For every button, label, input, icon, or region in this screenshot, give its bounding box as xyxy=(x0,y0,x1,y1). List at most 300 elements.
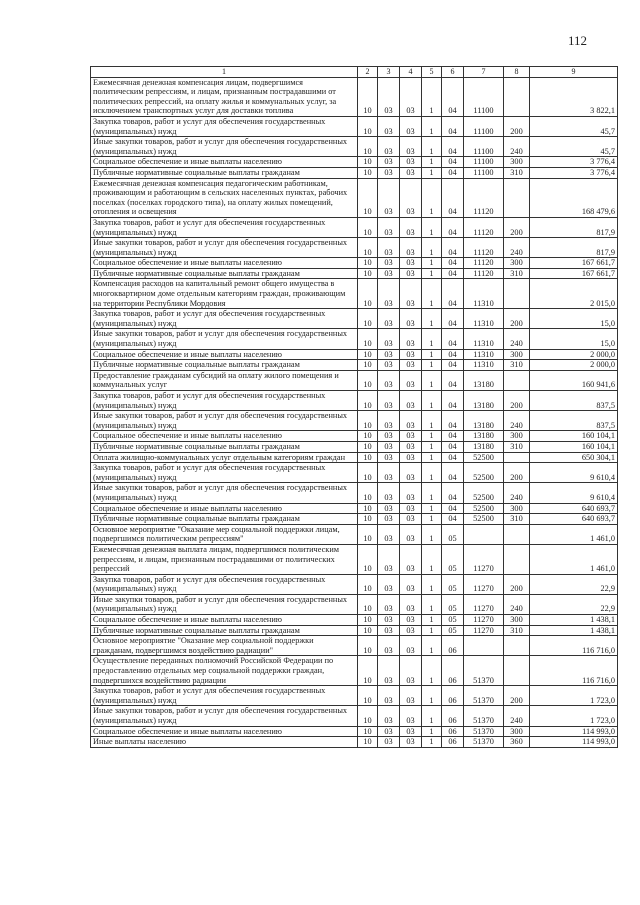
row-name-cell: Закупка товаров, работ и услуг для обеспечения государственных (муниципальных) нужд xyxy=(91,391,358,411)
row-program-cell: 03 xyxy=(400,238,422,258)
row-type-cell: 240 xyxy=(504,411,530,431)
row-target-cell: 11310 xyxy=(464,349,504,360)
row-amount-cell: 15,0 xyxy=(530,309,618,329)
row-subprogram-cell: 1 xyxy=(422,726,442,737)
row-amount-cell: 650 304,1 xyxy=(530,452,618,463)
row-section-cell: 10 xyxy=(358,636,378,656)
row-amount-cell: 640 693,7 xyxy=(530,503,618,514)
row-subprogram-cell: 1 xyxy=(422,503,442,514)
row-section-cell: 10 xyxy=(358,441,378,452)
table-row xyxy=(91,636,618,656)
row-subprogram-cell: 1 xyxy=(422,391,442,411)
header-cell: 9 xyxy=(530,67,618,78)
row-type-cell: 200 xyxy=(504,574,530,594)
row-program-cell: 03 xyxy=(400,279,422,309)
table-row xyxy=(91,411,618,431)
row-amount-cell: 160 104,1 xyxy=(530,441,618,452)
row-name-cell: Основное мероприятие "Оказание мер социальной поддержки лицам, подвергшимся политическим репрессиям" xyxy=(91,524,358,544)
row-program-cell: 03 xyxy=(400,268,422,279)
row-program-cell: 03 xyxy=(400,483,422,503)
row-amount-cell: 2 000,0 xyxy=(530,349,618,360)
row-section-cell: 10 xyxy=(358,329,378,349)
row-section-cell: 10 xyxy=(358,279,378,309)
row-target-cell: 11270 xyxy=(464,544,504,574)
row-target-cell: 11270 xyxy=(464,574,504,594)
table-row xyxy=(91,391,618,411)
row-amount-cell: 45,7 xyxy=(530,116,618,136)
row-subsection-cell: 03 xyxy=(378,574,400,594)
table-row xyxy=(91,514,618,525)
row-target-cell: 52500 xyxy=(464,463,504,483)
row-section-cell: 10 xyxy=(358,217,378,237)
row-target-cell: 13180 xyxy=(464,391,504,411)
row-type-cell xyxy=(504,544,530,574)
row-type-cell: 240 xyxy=(504,137,530,157)
table-row xyxy=(91,544,618,574)
row-section-cell: 10 xyxy=(358,594,378,614)
row-subprogram-cell: 1 xyxy=(422,360,442,371)
row-subprogram-cell: 1 xyxy=(422,268,442,279)
row-name-cell: Иные закупки товаров, работ и услуг для обеспечения государственных (муниципальных) нужд xyxy=(91,483,358,503)
row-type-cell xyxy=(504,178,530,217)
row-event-cell: 04 xyxy=(442,309,464,329)
row-event-cell: 05 xyxy=(442,615,464,626)
row-section-cell: 10 xyxy=(358,544,378,574)
row-type-cell xyxy=(504,77,530,116)
row-target-cell: 51370 xyxy=(464,686,504,706)
row-name-cell: Ежемесячная денежная выплата лицам, подвергшимся политическим репрессиям, и лицам, признанным пострадавшими от политических репрессий xyxy=(91,544,358,574)
row-section-cell: 10 xyxy=(358,574,378,594)
row-name-cell: Социальное обеспечение и иные выплаты населению xyxy=(91,726,358,737)
row-target-cell: 11270 xyxy=(464,625,504,636)
table-row xyxy=(91,726,618,737)
row-subprogram-cell: 1 xyxy=(422,544,442,574)
row-section-cell: 10 xyxy=(358,514,378,525)
row-type-cell: 310 xyxy=(504,268,530,279)
row-program-cell: 03 xyxy=(400,167,422,178)
row-subsection-cell: 03 xyxy=(378,686,400,706)
header-cell: 8 xyxy=(504,67,530,78)
row-program-cell: 03 xyxy=(400,737,422,748)
table-row xyxy=(91,329,618,349)
row-type-cell: 200 xyxy=(504,309,530,329)
row-target-cell: 51370 xyxy=(464,656,504,686)
row-target-cell: 11120 xyxy=(464,258,504,269)
table-row xyxy=(91,157,618,168)
row-type-cell: 200 xyxy=(504,116,530,136)
row-program-cell: 03 xyxy=(400,452,422,463)
row-section-cell: 10 xyxy=(358,137,378,157)
row-type-cell: 200 xyxy=(504,391,530,411)
row-subsection-cell: 03 xyxy=(378,329,400,349)
row-type-cell: 310 xyxy=(504,360,530,371)
row-program-cell: 03 xyxy=(400,625,422,636)
row-type-cell: 310 xyxy=(504,167,530,178)
row-type-cell xyxy=(504,524,530,544)
row-subprogram-cell: 1 xyxy=(422,615,442,626)
row-target-cell xyxy=(464,524,504,544)
row-subsection-cell: 03 xyxy=(378,309,400,329)
row-event-cell: 05 xyxy=(442,544,464,574)
row-event-cell: 05 xyxy=(442,625,464,636)
row-subsection-cell: 03 xyxy=(378,452,400,463)
row-event-cell: 04 xyxy=(442,391,464,411)
row-target-cell: 51370 xyxy=(464,726,504,737)
row-subsection-cell: 03 xyxy=(378,178,400,217)
row-type-cell: 310 xyxy=(504,441,530,452)
row-section-cell: 10 xyxy=(358,615,378,626)
row-subprogram-cell: 1 xyxy=(422,514,442,525)
row-amount-cell: 116 716,0 xyxy=(530,636,618,656)
row-event-cell: 04 xyxy=(442,217,464,237)
row-program-cell: 03 xyxy=(400,370,422,390)
row-amount-cell: 837,5 xyxy=(530,391,618,411)
row-event-cell: 04 xyxy=(442,452,464,463)
row-amount-cell: 9 610,4 xyxy=(530,483,618,503)
row-subsection-cell: 03 xyxy=(378,411,400,431)
row-event-cell: 06 xyxy=(442,656,464,686)
row-subprogram-cell: 1 xyxy=(422,178,442,217)
row-event-cell: 04 xyxy=(442,77,464,116)
row-subprogram-cell: 1 xyxy=(422,137,442,157)
row-target-cell: 52500 xyxy=(464,514,504,525)
row-name-cell: Иные закупки товаров, работ и услуг для обеспечения государственных (муниципальных) нужд xyxy=(91,594,358,614)
row-subprogram-cell: 1 xyxy=(422,594,442,614)
table-row xyxy=(91,625,618,636)
row-target-cell: 52500 xyxy=(464,452,504,463)
row-target-cell: 11100 xyxy=(464,157,504,168)
row-event-cell: 04 xyxy=(442,370,464,390)
row-type-cell: 360 xyxy=(504,737,530,748)
row-section-cell: 10 xyxy=(358,706,378,726)
row-subsection-cell: 03 xyxy=(378,463,400,483)
row-type-cell: 240 xyxy=(504,483,530,503)
row-name-cell: Иные закупки товаров, работ и услуг для обеспечения государственных (муниципальных) нужд xyxy=(91,238,358,258)
row-target-cell: 52500 xyxy=(464,483,504,503)
row-amount-cell: 817,9 xyxy=(530,238,618,258)
row-name-cell: Публичные нормативные социальные выплаты гражданам xyxy=(91,441,358,452)
row-subprogram-cell: 1 xyxy=(422,279,442,309)
row-name-cell: Закупка товаров, работ и услуг для обеспечения государственных (муниципальных) нужд xyxy=(91,116,358,136)
table-row xyxy=(91,309,618,329)
row-section-cell: 10 xyxy=(358,238,378,258)
row-section-cell: 10 xyxy=(358,370,378,390)
header-cell: 5 xyxy=(422,67,442,78)
row-subsection-cell: 03 xyxy=(378,636,400,656)
row-section-cell: 10 xyxy=(358,268,378,279)
row-subsection-cell: 03 xyxy=(378,238,400,258)
row-type-cell: 300 xyxy=(504,157,530,168)
header-cell: 6 xyxy=(442,67,464,78)
row-subprogram-cell: 1 xyxy=(422,217,442,237)
row-amount-cell: 2 000,0 xyxy=(530,360,618,371)
table-row xyxy=(91,360,618,371)
row-program-cell: 03 xyxy=(400,411,422,431)
row-subprogram-cell: 1 xyxy=(422,77,442,116)
row-program-cell: 03 xyxy=(400,258,422,269)
row-type-cell xyxy=(504,452,530,463)
row-section-cell: 10 xyxy=(358,726,378,737)
row-subprogram-cell: 1 xyxy=(422,524,442,544)
row-program-cell: 03 xyxy=(400,178,422,217)
row-name-cell: Социальное обеспечение и иные выплаты населению xyxy=(91,503,358,514)
table-row xyxy=(91,349,618,360)
row-subsection-cell: 03 xyxy=(378,77,400,116)
header-cell: 7 xyxy=(464,67,504,78)
row-event-cell: 04 xyxy=(442,279,464,309)
row-event-cell: 04 xyxy=(442,178,464,217)
row-section-cell: 10 xyxy=(358,463,378,483)
row-event-cell: 05 xyxy=(442,574,464,594)
row-program-cell: 03 xyxy=(400,726,422,737)
row-section-cell: 10 xyxy=(358,411,378,431)
table-row xyxy=(91,615,618,626)
row-name-cell: Закупка товаров, работ и услуг для обеспечения государственных (муниципальных) нужд xyxy=(91,217,358,237)
row-type-cell xyxy=(504,370,530,390)
table-row xyxy=(91,431,618,442)
row-name-cell: Иные закупки товаров, работ и услуг для обеспечения государственных (муниципальных) нужд xyxy=(91,411,358,431)
row-target-cell: 13180 xyxy=(464,370,504,390)
row-amount-cell: 116 716,0 xyxy=(530,656,618,686)
table-row xyxy=(91,524,618,544)
row-subprogram-cell: 1 xyxy=(422,441,442,452)
row-subprogram-cell: 1 xyxy=(422,463,442,483)
row-type-cell: 300 xyxy=(504,726,530,737)
row-subsection-cell: 03 xyxy=(378,360,400,371)
row-event-cell: 04 xyxy=(442,360,464,371)
row-amount-cell: 167 661,7 xyxy=(530,268,618,279)
row-subsection-cell: 03 xyxy=(378,431,400,442)
row-subsection-cell: 03 xyxy=(378,441,400,452)
row-amount-cell: 114 993,0 xyxy=(530,726,618,737)
row-section-cell: 10 xyxy=(358,116,378,136)
row-amount-cell: 817,9 xyxy=(530,217,618,237)
row-event-cell: 06 xyxy=(442,636,464,656)
row-type-cell xyxy=(504,279,530,309)
row-type-cell: 300 xyxy=(504,258,530,269)
table-row xyxy=(91,167,618,178)
row-target-cell: 51370 xyxy=(464,737,504,748)
header-cell: 3 xyxy=(378,67,400,78)
row-target-cell: 11310 xyxy=(464,309,504,329)
row-name-cell: Ежемесячная денежная компенсация лицам, подвергшимся политическим репрессиям, и лицам, признанным пострадавшими от политических репрессий, на оплату жилья и коммунальных услуг, за исключением транспортных услуг для доставки топлива xyxy=(91,77,358,116)
row-event-cell: 04 xyxy=(442,411,464,431)
table-row xyxy=(91,463,618,483)
row-name-cell: Социальное обеспечение и иные выплаты населению xyxy=(91,258,358,269)
row-name-cell: Компенсация расходов на капитальный ремонт общего имущества в многоквартирном доме отдельным категориям граждан, проживающим на территории Республики Мордовия xyxy=(91,279,358,309)
row-event-cell: 06 xyxy=(442,686,464,706)
row-event-cell: 04 xyxy=(442,116,464,136)
row-section-cell: 10 xyxy=(358,431,378,442)
row-program-cell: 03 xyxy=(400,329,422,349)
row-section-cell: 10 xyxy=(358,178,378,217)
row-name-cell: Предоставление гражданам субсидий на оплату жилого помещения и коммунальных услуг xyxy=(91,370,358,390)
row-type-cell: 200 xyxy=(504,686,530,706)
row-amount-cell: 168 479,6 xyxy=(530,178,618,217)
row-program-cell: 03 xyxy=(400,686,422,706)
row-event-cell: 06 xyxy=(442,706,464,726)
row-program-cell: 03 xyxy=(400,514,422,525)
row-amount-cell: 9 610,4 xyxy=(530,463,618,483)
table-row xyxy=(91,574,618,594)
row-target-cell: 13180 xyxy=(464,441,504,452)
row-program-cell: 03 xyxy=(400,360,422,371)
row-type-cell: 310 xyxy=(504,625,530,636)
row-name-cell: Иные закупки товаров, работ и услуг для обеспечения государственных (муниципальных) нужд xyxy=(91,137,358,157)
row-amount-cell: 167 661,7 xyxy=(530,258,618,269)
row-section-cell: 10 xyxy=(358,686,378,706)
row-name-cell: Закупка товаров, работ и услуг для обеспечения государственных (муниципальных) нужд xyxy=(91,574,358,594)
row-name-cell: Публичные нормативные социальные выплаты гражданам xyxy=(91,268,358,279)
row-program-cell: 03 xyxy=(400,431,422,442)
row-type-cell: 300 xyxy=(504,431,530,442)
table-row xyxy=(91,217,618,237)
row-program-cell: 03 xyxy=(400,441,422,452)
row-section-cell: 10 xyxy=(358,157,378,168)
row-section-cell: 10 xyxy=(358,625,378,636)
row-name-cell: Публичные нормативные социальные выплаты гражданам xyxy=(91,167,358,178)
row-subsection-cell: 03 xyxy=(378,258,400,269)
row-subsection-cell: 03 xyxy=(378,483,400,503)
row-amount-cell: 114 993,0 xyxy=(530,737,618,748)
row-section-cell: 10 xyxy=(358,309,378,329)
row-target-cell: 11100 xyxy=(464,77,504,116)
table-row xyxy=(91,370,618,390)
row-target-cell: 52500 xyxy=(464,503,504,514)
row-program-cell: 03 xyxy=(400,636,422,656)
row-name-cell: Социальное обеспечение и иные выплаты населению xyxy=(91,349,358,360)
row-subsection-cell: 03 xyxy=(378,514,400,525)
row-event-cell: 05 xyxy=(442,524,464,544)
row-target-cell: 11270 xyxy=(464,615,504,626)
row-amount-cell: 160 941,6 xyxy=(530,370,618,390)
row-subprogram-cell: 1 xyxy=(422,116,442,136)
row-subsection-cell: 03 xyxy=(378,349,400,360)
row-event-cell: 04 xyxy=(442,258,464,269)
row-subsection-cell: 03 xyxy=(378,157,400,168)
row-subprogram-cell: 1 xyxy=(422,737,442,748)
row-program-cell: 03 xyxy=(400,309,422,329)
row-name-cell: Социальное обеспечение и иные выплаты населению xyxy=(91,157,358,168)
table-row xyxy=(91,503,618,514)
row-subprogram-cell: 1 xyxy=(422,349,442,360)
row-target-cell: 11310 xyxy=(464,360,504,371)
row-target-cell: 11100 xyxy=(464,167,504,178)
row-type-cell: 200 xyxy=(504,217,530,237)
row-subsection-cell: 03 xyxy=(378,737,400,748)
row-section-cell: 10 xyxy=(358,167,378,178)
row-section-cell: 10 xyxy=(358,360,378,371)
row-program-cell: 03 xyxy=(400,615,422,626)
row-name-cell: Иные выплаты населению xyxy=(91,737,358,748)
row-event-cell: 04 xyxy=(442,349,464,360)
row-name-cell: Оплата жилищно-коммунальных услуг отдельным категориям граждан xyxy=(91,452,358,463)
page-number: 112 xyxy=(568,33,588,48)
row-amount-cell: 837,5 xyxy=(530,411,618,431)
row-program-cell: 03 xyxy=(400,349,422,360)
row-program-cell: 03 xyxy=(400,503,422,514)
row-target-cell xyxy=(464,636,504,656)
row-subsection-cell: 03 xyxy=(378,544,400,574)
row-type-cell: 310 xyxy=(504,514,530,525)
row-subsection-cell: 03 xyxy=(378,656,400,686)
row-program-cell: 03 xyxy=(400,116,422,136)
table-row xyxy=(91,441,618,452)
row-name-cell: Ежемесячная денежная компенсация педагогическим работникам, проживающим и работающим в сельских населенных пунктах, рабочих поселках (поселках городского типа), на оплату жилых помещений, отопления и освещения xyxy=(91,178,358,217)
row-subsection-cell: 03 xyxy=(378,503,400,514)
row-subsection-cell: 03 xyxy=(378,268,400,279)
row-name-cell: Закупка товаров, работ и услуг для обеспечения государственных (муниципальных) нужд xyxy=(91,463,358,483)
row-subprogram-cell: 1 xyxy=(422,157,442,168)
row-amount-cell: 3 776,4 xyxy=(530,157,618,168)
table-row xyxy=(91,178,618,217)
row-event-cell: 06 xyxy=(442,726,464,737)
row-type-cell xyxy=(504,636,530,656)
row-subprogram-cell: 1 xyxy=(422,431,442,442)
row-program-cell: 03 xyxy=(400,77,422,116)
row-subsection-cell: 03 xyxy=(378,726,400,737)
row-event-cell: 04 xyxy=(442,157,464,168)
table-row xyxy=(91,77,618,116)
row-section-cell: 10 xyxy=(358,349,378,360)
row-subsection-cell: 03 xyxy=(378,524,400,544)
table-row xyxy=(91,268,618,279)
table-row xyxy=(91,258,618,269)
row-type-cell: 240 xyxy=(504,706,530,726)
header-cell: 2 xyxy=(358,67,378,78)
row-target-cell: 11310 xyxy=(464,279,504,309)
row-subsection-cell: 03 xyxy=(378,615,400,626)
row-amount-cell: 1 723,0 xyxy=(530,686,618,706)
row-amount-cell: 3 822,1 xyxy=(530,77,618,116)
table-row xyxy=(91,137,618,157)
row-subsection-cell: 03 xyxy=(378,594,400,614)
table-row xyxy=(91,737,618,748)
row-program-cell: 03 xyxy=(400,574,422,594)
row-event-cell: 04 xyxy=(442,441,464,452)
row-target-cell: 11310 xyxy=(464,329,504,349)
row-amount-cell: 1 461,0 xyxy=(530,524,618,544)
row-event-cell: 04 xyxy=(442,431,464,442)
row-event-cell: 04 xyxy=(442,503,464,514)
row-subprogram-cell: 1 xyxy=(422,483,442,503)
row-event-cell: 04 xyxy=(442,167,464,178)
row-name-cell: Публичные нормативные социальные выплаты гражданам xyxy=(91,625,358,636)
row-target-cell: 11120 xyxy=(464,217,504,237)
row-type-cell: 300 xyxy=(504,615,530,626)
row-type-cell xyxy=(504,656,530,686)
row-subprogram-cell: 1 xyxy=(422,309,442,329)
row-subsection-cell: 03 xyxy=(378,167,400,178)
table-row xyxy=(91,238,618,258)
row-subprogram-cell: 1 xyxy=(422,686,442,706)
row-name-cell: Публичные нормативные социальные выплаты гражданам xyxy=(91,360,358,371)
table-row xyxy=(91,686,618,706)
row-amount-cell: 640 693,7 xyxy=(530,514,618,525)
row-subsection-cell: 03 xyxy=(378,116,400,136)
row-subsection-cell: 03 xyxy=(378,706,400,726)
row-target-cell: 13180 xyxy=(464,431,504,442)
row-subprogram-cell: 1 xyxy=(422,625,442,636)
row-amount-cell: 1 438,1 xyxy=(530,615,618,626)
row-name-cell: Социальное обеспечение и иные выплаты населению xyxy=(91,431,358,442)
row-subprogram-cell: 1 xyxy=(422,706,442,726)
row-subprogram-cell: 1 xyxy=(422,411,442,431)
row-amount-cell: 22,9 xyxy=(530,594,618,614)
row-section-cell: 10 xyxy=(358,503,378,514)
row-name-cell: Закупка товаров, работ и услуг для обеспечения государственных (муниципальных) нужд xyxy=(91,309,358,329)
row-event-cell: 05 xyxy=(442,594,464,614)
